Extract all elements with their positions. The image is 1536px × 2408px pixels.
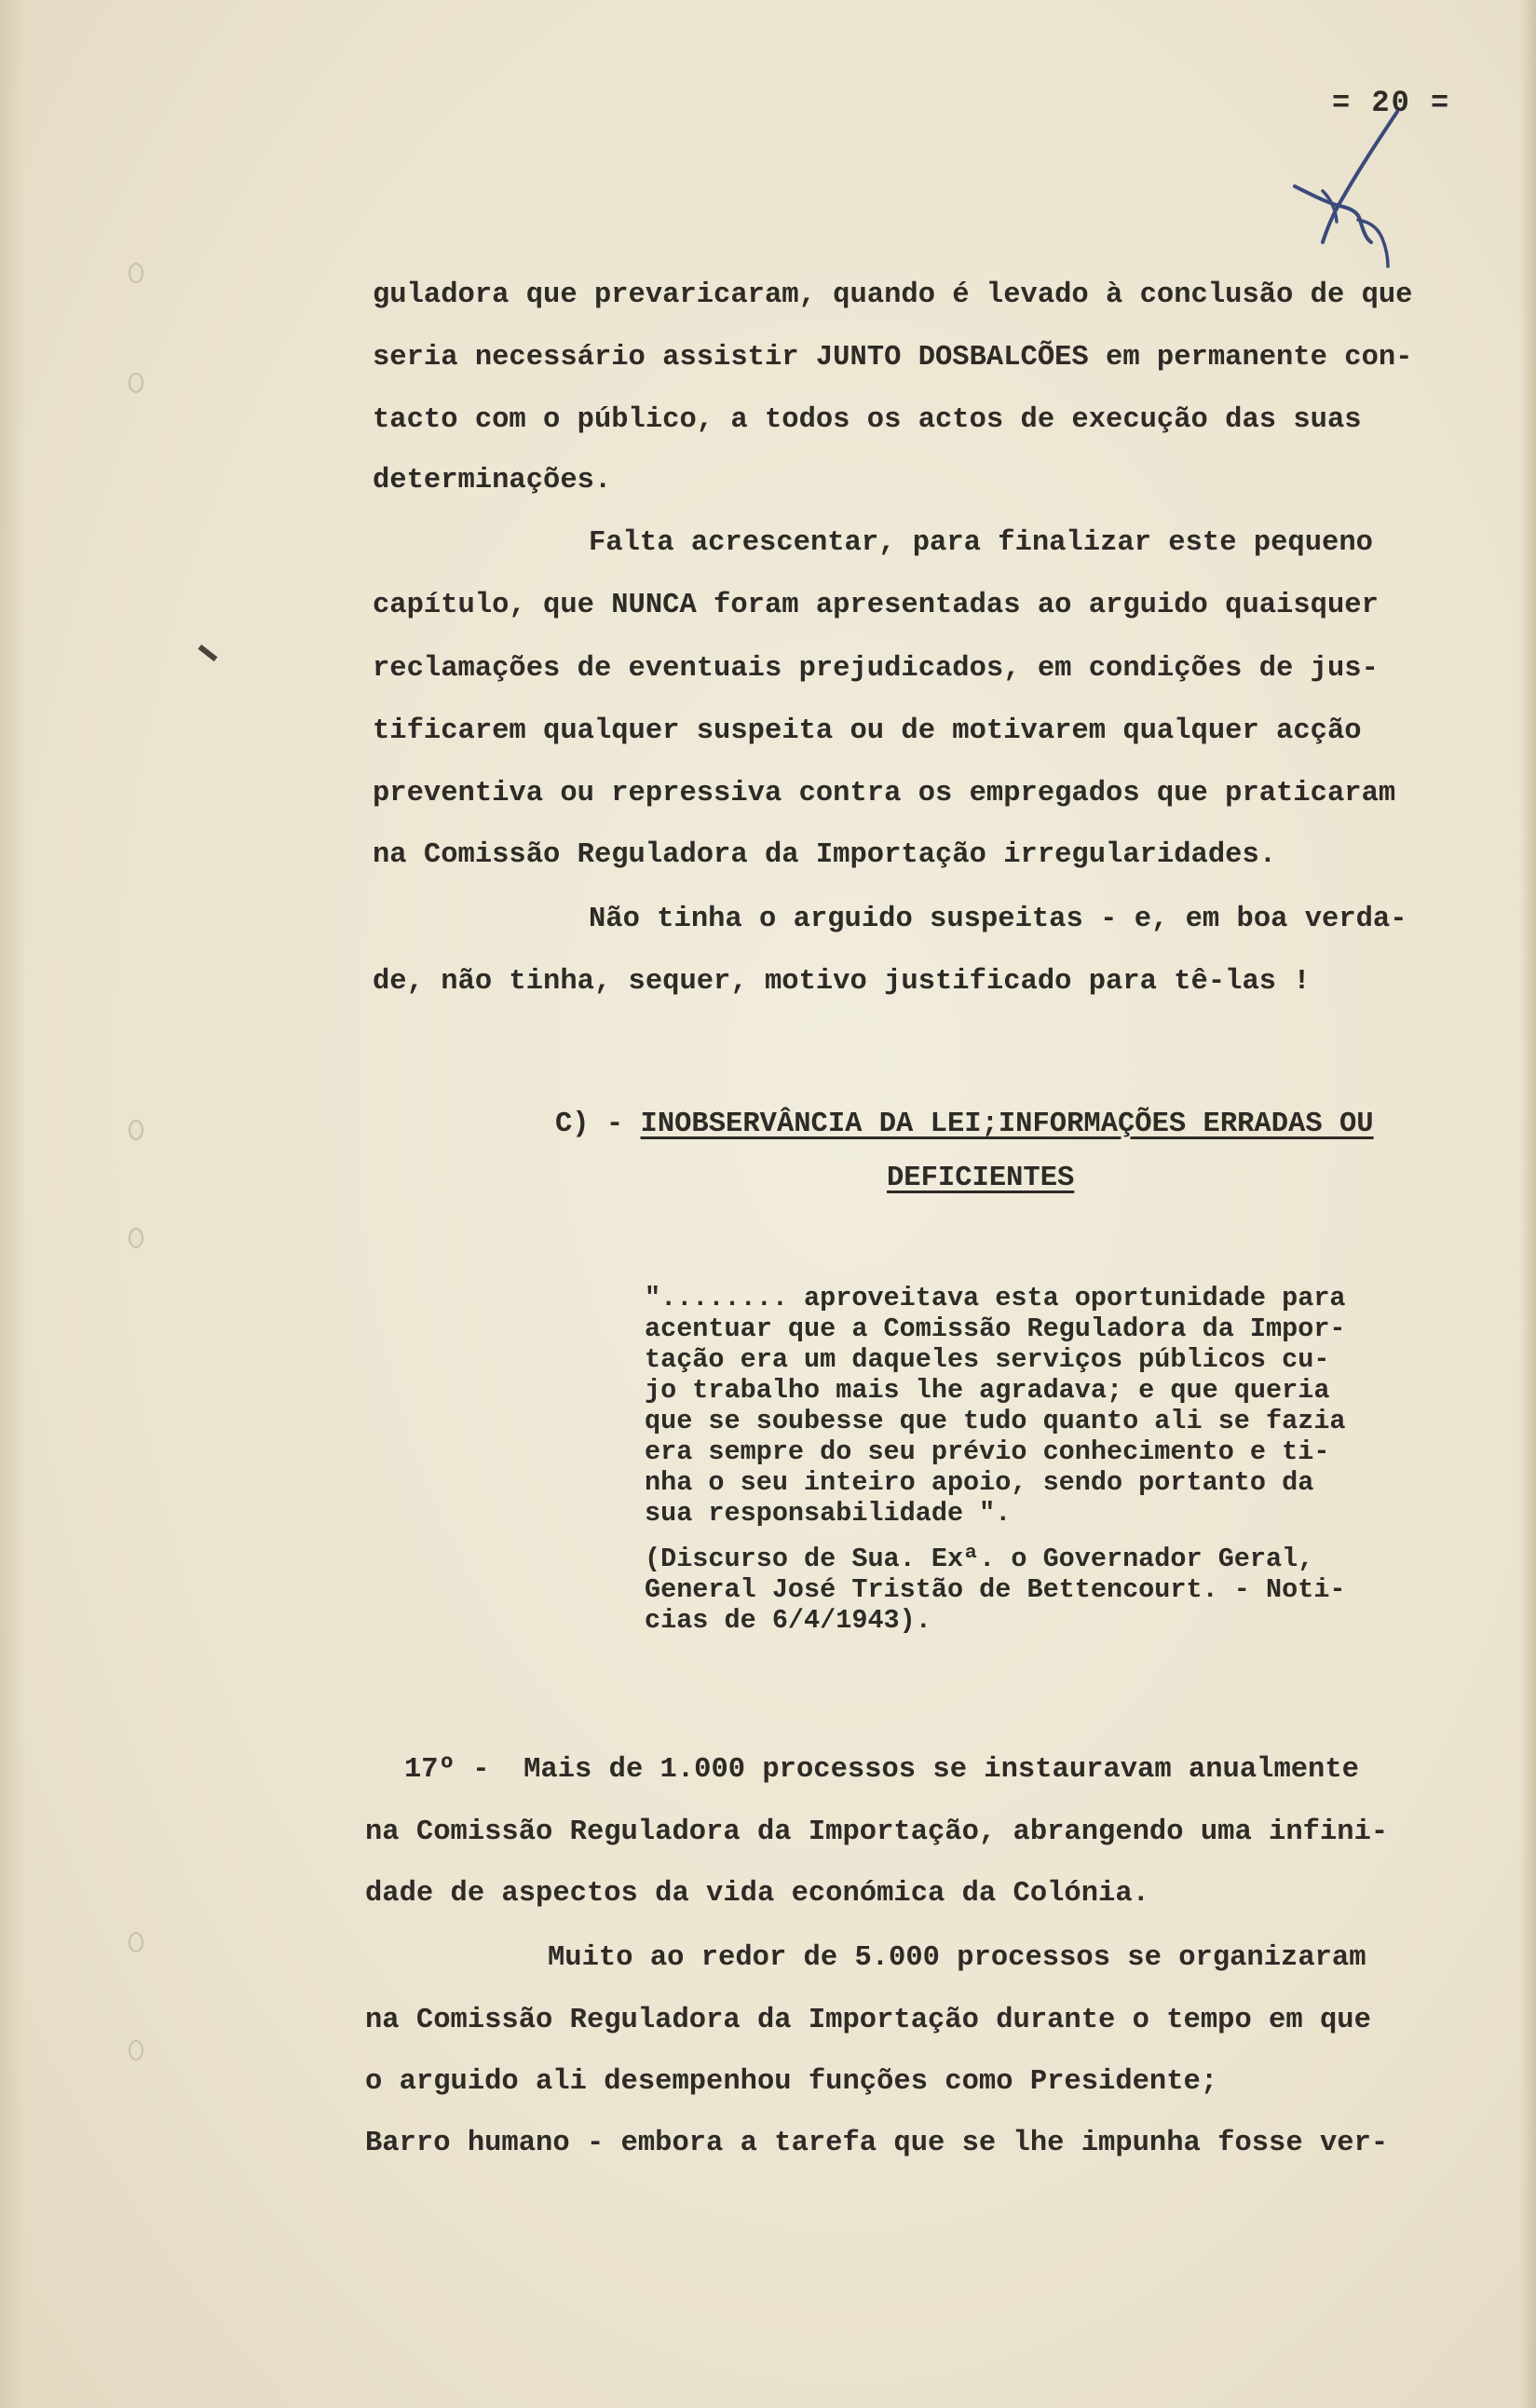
binding-hole <box>129 263 143 283</box>
body-line: dade de aspectos da vida económica da Colónia. <box>365 1878 1149 1910</box>
body-line: na Comissão Reguladora da Importação, abrangendo uma infini- <box>365 1816 1389 1848</box>
page-number: = 20 = <box>1332 86 1451 120</box>
body-line: seria necessário assistir JUNTO DOSBALCÕES em permanente con- <box>373 342 1413 374</box>
binding-hole <box>129 1932 143 1952</box>
quote-line: tação era um daqueles serviços públicos cu- <box>645 1344 1330 1375</box>
body-line: 17º - Mais de 1.000 processos se instauravam anualmente <box>404 1754 1359 1786</box>
quote-line: "........ aproveitava esta oportunidade para <box>645 1283 1346 1313</box>
body-line: Falta acrescentar, para finalizar este pequeno <box>589 527 1373 559</box>
binding-hole <box>129 1120 143 1140</box>
binding-hole <box>129 1228 143 1248</box>
body-line: o arguido ali desempenhou funções como Presidente; <box>365 2066 1218 2098</box>
binding-hole <box>129 2040 143 2061</box>
body-line: tificarem qualquer suspeita ou de motivarem qualquer acção <box>373 715 1362 747</box>
body-line: reclamações de eventuais prejudicados, em condições de jus- <box>373 653 1379 685</box>
quote-line: jo trabalho mais lhe agradava; e que queria <box>645 1375 1330 1406</box>
body-line: Não tinha o arguido suspeitas - e, em boa verda- <box>589 904 1407 935</box>
heading-prefix: C) - <box>555 1109 641 1140</box>
quote-line: que se soubesse que tudo quanto ali se fazia <box>645 1406 1346 1436</box>
handwritten-initials <box>1285 102 1425 270</box>
body-line: guladora que prevaricaram, quando é levado à conclusão de que <box>373 279 1413 311</box>
quote-line: acentuar que a Comissão Reguladora da Impor- <box>645 1313 1346 1344</box>
body-line: capítulo, que NUNCA foram apresentadas ao arguido quaisquer <box>373 590 1379 621</box>
paper-left-shadow <box>0 0 26 2408</box>
binding-hole <box>129 373 143 393</box>
citation-line: (Discurso de Sua. Exª. o Governador Geral, <box>645 1544 1314 1574</box>
body-line: na Comissão Reguladora da Importação irregularidades. <box>373 839 1277 871</box>
quote-line: era sempre do seu prévio conhecimento e ti- <box>645 1436 1330 1467</box>
body-line: de, não tinha, sequer, motivo justificado para tê-las ! <box>373 966 1311 998</box>
heading-title-line2: DEFICIENTES <box>887 1163 1075 1194</box>
citation-line: cias de 6/4/1943). <box>645 1605 931 1636</box>
body-line: Muito ao redor de 5.000 processos se organizaram <box>548 1942 1366 1974</box>
section-heading <box>555 1110 1374 1139</box>
body-line: preventiva ou repressiva contra os empregados que praticaram <box>373 778 1396 809</box>
paper-right-shadow <box>1519 0 1536 2408</box>
citation-line: General José Tristão de Bettencourt. - Noti- <box>645 1574 1346 1605</box>
body-line: Barro humano - embora a tarefa que se lhe impunha fosse ver- <box>365 2128 1389 2159</box>
quote-line: nha o seu inteiro apoio, sendo portanto da <box>645 1467 1314 1498</box>
ink-mark <box>197 645 217 661</box>
heading-title-line1: INOBSERVÂNCIA DA LEI;INFORMAÇÕES ERRADAS OU <box>640 1109 1374 1140</box>
body-line: determinações. <box>373 465 612 497</box>
body-line: na Comissão Reguladora da Importação durante o tempo em que <box>365 2005 1371 2036</box>
quote-line: sua responsabilidade ". <box>645 1498 1012 1529</box>
body-line: tacto com o público, a todos os actos de execução das suas <box>373 404 1362 436</box>
